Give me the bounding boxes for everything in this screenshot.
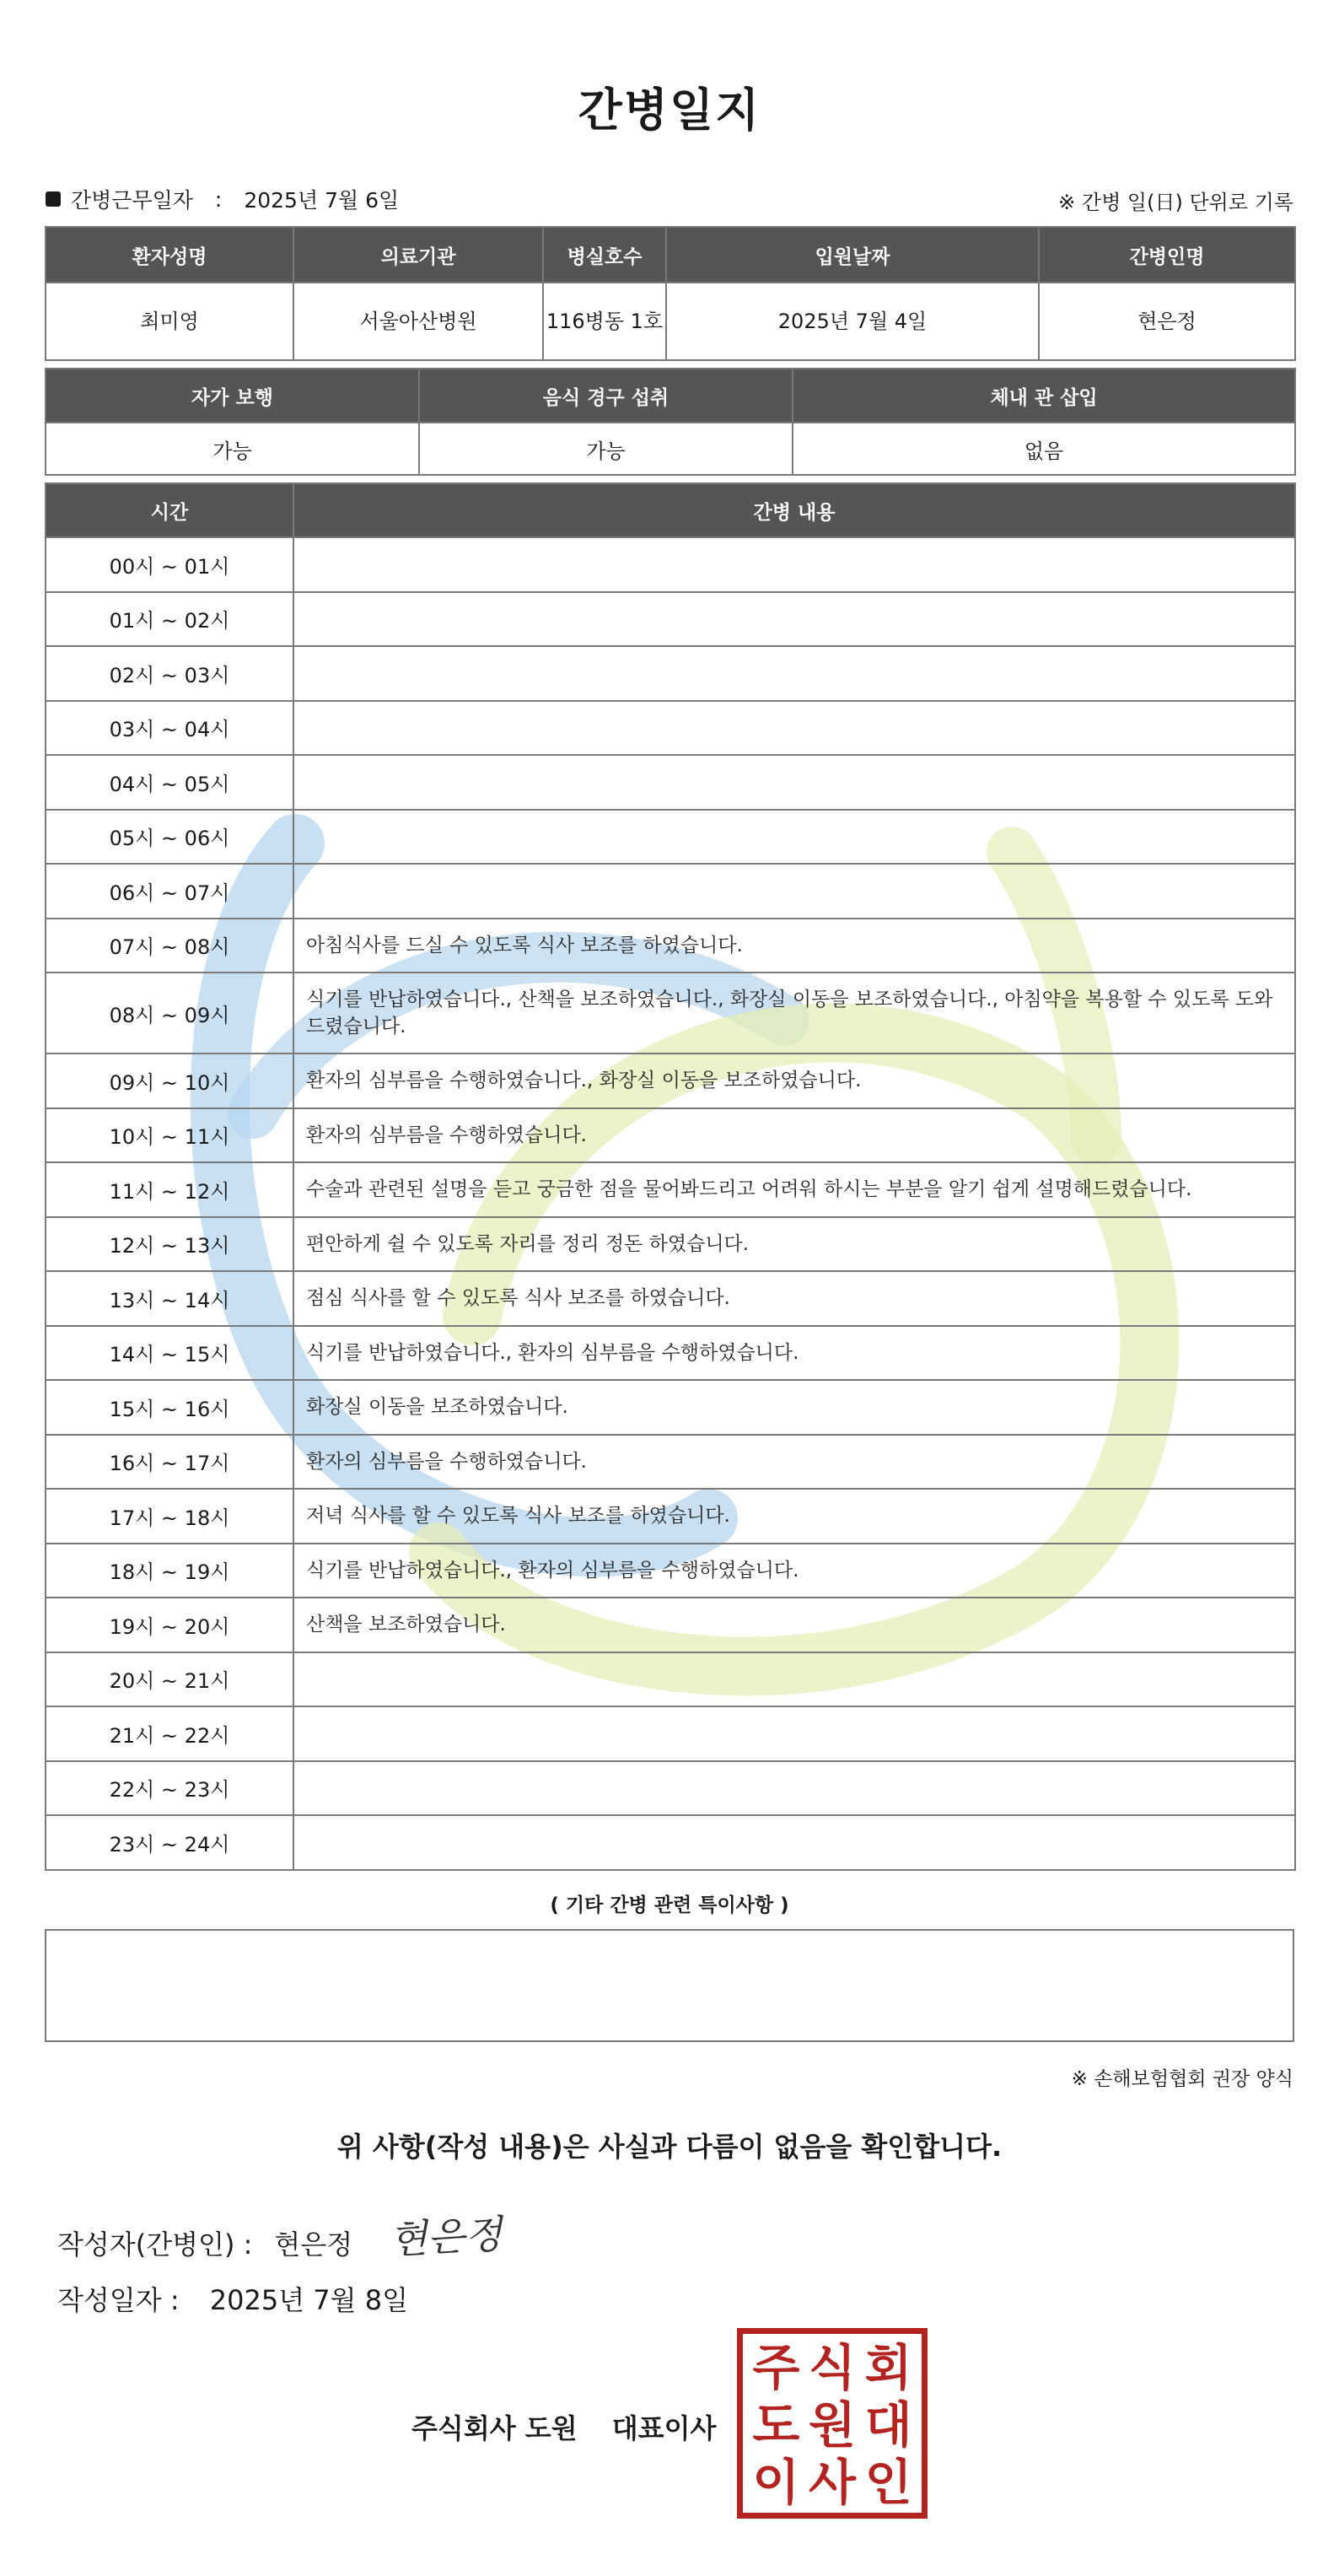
table-row — [46, 283, 1295, 360]
time-cell: 00시 ~ 01시 — [46, 537, 293, 592]
written-date-line — [57, 2279, 408, 2318]
work-date-line: 간병근무일자 : 2025년 7월 6일 — [46, 184, 399, 214]
time-cell: 23시 ~ 24시 — [46, 1815, 293, 1870]
patient-ability-table — [45, 368, 1296, 476]
written-date-value: 2025년 7월 8일 — [209, 2284, 409, 2316]
care-note-cell — [293, 1815, 1295, 1870]
representative-title: 대표이사 — [611, 2412, 717, 2444]
written-date-label: 작성일자 : — [57, 2284, 180, 2316]
table-row — [46, 537, 1295, 592]
seal-char: 회 — [864, 2339, 912, 2396]
author-label: 작성자(간병인) : — [57, 2228, 253, 2261]
time-cell: 21시 ~ 22시 — [46, 1706, 293, 1761]
care-note-cell — [293, 755, 1295, 810]
table-row — [46, 1435, 1295, 1490]
table-header-row — [46, 369, 1295, 423]
header-caregiver-name: 간병인명 — [1039, 227, 1295, 283]
record-unit-note: ※ 간병 일(日) 단위로 기록 — [1058, 191, 1293, 214]
header-tube-insertion: 체내 관 삽입 — [793, 369, 1295, 423]
author-name: 현은정 — [274, 2228, 353, 2261]
company-seal-stamp — [737, 2328, 928, 2519]
table-row — [46, 701, 1295, 756]
care-note-cell: 식기를 반납하였습니다., 환자의 심부름을 수행하였습니다. — [293, 1544, 1295, 1598]
care-note-cell: 환자의 심부름을 수행하였습니다. — [293, 1108, 1295, 1163]
table-row — [46, 1761, 1295, 1816]
table-row — [46, 864, 1295, 919]
care-note-cell — [293, 810, 1295, 865]
table-row — [46, 1652, 1295, 1707]
seal-char: 대 — [864, 2396, 912, 2454]
table-header-row — [46, 483, 1295, 537]
room-number: 116병동 1호 — [543, 283, 666, 360]
care-note-cell — [293, 646, 1295, 701]
time-cell: 20시 ~ 21시 — [46, 1652, 293, 1707]
seal-char: 원 — [808, 2396, 856, 2454]
table-row — [46, 1380, 1295, 1435]
time-cell: 04시 ~ 05시 — [46, 755, 293, 810]
seal-char: 식 — [808, 2339, 856, 2396]
care-note-cell — [293, 1706, 1295, 1761]
care-note-cell: 점심 식사를 할 수 있도록 식사 보조를 하였습니다. — [293, 1271, 1295, 1326]
confirmation-statement: 위 사항(작성 내용)은 사실과 다름이 없음을 확인합니다. — [336, 2131, 1003, 2163]
care-note-cell — [293, 1652, 1295, 1707]
time-cell: 01시 ~ 02시 — [46, 592, 293, 647]
header-room: 병실호수 — [543, 227, 666, 283]
table-row — [46, 755, 1295, 810]
time-cell: 10시 ~ 11시 — [46, 1108, 293, 1163]
table-row — [46, 423, 1295, 475]
care-note-cell: 환자의 심부름을 수행하였습니다., 화장실 이동을 보조하였습니다. — [293, 1054, 1295, 1108]
seal-char: 이 — [752, 2454, 800, 2511]
time-cell: 11시 ~ 12시 — [46, 1162, 293, 1217]
care-note-cell — [293, 701, 1295, 756]
handwritten-signature: 현은정 — [388, 2211, 503, 2263]
care-note-cell: 산책을 보조하였습니다. — [293, 1598, 1295, 1652]
care-note-cell: 수술과 관련된 설명을 듣고 궁금한 점을 물어봐드리고 어려워 하시는 부분을 알기 쉽게 설명해드렸습니다. — [293, 1162, 1295, 1217]
time-cell: 08시 ~ 09시 — [46, 973, 293, 1054]
document-title: 간병일지 — [578, 84, 761, 137]
care-note-cell: 식기를 반납하였습니다., 산책을 보조하였습니다., 화장실 이동을 보조하였습니다., 아침약을 복용할 수 있도록 도와드렸습니다. — [293, 973, 1295, 1054]
seal-char: 사 — [808, 2454, 856, 2511]
table-row — [46, 1217, 1295, 1272]
time-cell: 12시 ~ 13시 — [46, 1217, 293, 1272]
care-schedule-table — [45, 482, 1296, 1871]
square-bullet-icon — [46, 191, 61, 207]
header-self-walking: 자가 보행 — [46, 369, 419, 423]
work-date-value: 2025년 7월 6일 — [244, 188, 400, 213]
seal-char: 도 — [752, 2396, 800, 2454]
time-cell: 02시 ~ 03시 — [46, 646, 293, 701]
tube-insertion-value: 없음 — [793, 423, 1295, 475]
table-row — [46, 810, 1295, 865]
patient-name: 최미영 — [46, 283, 293, 360]
time-cell: 22시 ~ 23시 — [46, 1761, 293, 1816]
table-row — [46, 1108, 1295, 1163]
care-note-cell: 화장실 이동을 보조하였습니다. — [293, 1380, 1295, 1435]
care-note-cell — [293, 537, 1295, 592]
time-cell: 19시 ~ 20시 — [46, 1598, 293, 1652]
table-row — [46, 1544, 1295, 1598]
time-cell: 18시 ~ 19시 — [46, 1544, 293, 1598]
care-note-cell: 편안하게 쉴 수 있도록 자리를 정리 정돈 하였습니다. — [293, 1217, 1295, 1272]
admission-date: 2025년 7월 4일 — [666, 283, 1039, 360]
table-row — [46, 973, 1295, 1054]
header-admission-date: 입원날짜 — [666, 227, 1039, 283]
oral-intake-value: 가능 — [419, 423, 793, 475]
time-cell: 03시 ~ 04시 — [46, 701, 293, 756]
header-time: 시간 — [46, 483, 293, 537]
header-hospital: 의료기관 — [293, 227, 543, 283]
time-cell: 14시 ~ 15시 — [46, 1326, 293, 1381]
time-cell: 07시 ~ 08시 — [46, 919, 293, 973]
header-oral-intake: 음식 경구 섭취 — [419, 369, 793, 423]
special-notes-title: ( 기타 간병 관련 특이사항 ) — [550, 1894, 789, 1916]
table-row — [46, 1598, 1295, 1652]
seal-char: 주 — [752, 2339, 800, 2396]
table-row — [46, 1054, 1295, 1108]
company-line — [411, 2407, 716, 2446]
table-row — [46, 646, 1295, 701]
table-header-row — [46, 227, 1295, 283]
patient-info-table — [45, 226, 1296, 361]
table-row — [46, 1706, 1295, 1761]
care-note-cell — [293, 864, 1295, 919]
author-line — [57, 2211, 503, 2271]
table-row — [46, 919, 1295, 973]
time-cell: 16시 ~ 17시 — [46, 1435, 293, 1490]
time-cell: 13시 ~ 14시 — [46, 1271, 293, 1326]
seal-char: 인 — [864, 2454, 912, 2511]
care-note-cell: 환자의 심부름을 수행하였습니다. — [293, 1435, 1295, 1490]
time-cell: 05시 ~ 06시 — [46, 810, 293, 865]
header-care-content: 간병 내용 — [293, 483, 1295, 537]
caregiver-name: 현은정 — [1039, 283, 1295, 360]
table-row — [46, 1162, 1295, 1217]
table-row — [46, 1271, 1295, 1326]
special-notes-box — [45, 1929, 1294, 2042]
table-row — [46, 1489, 1295, 1544]
time-cell: 17시 ~ 18시 — [46, 1489, 293, 1544]
care-note-cell — [293, 592, 1295, 647]
time-cell: 15시 ~ 16시 — [46, 1380, 293, 1435]
header-patient-name: 환자성명 — [46, 227, 293, 283]
time-cell: 06시 ~ 07시 — [46, 864, 293, 919]
table-row — [46, 1815, 1295, 1870]
care-note-cell: 식기를 반납하였습니다., 환자의 심부름을 수행하였습니다. — [293, 1326, 1295, 1381]
care-note-cell: 아침식사를 드실 수 있도록 식사 보조를 하였습니다. — [293, 919, 1295, 973]
self-walking-value: 가능 — [46, 423, 419, 475]
table-row — [46, 592, 1295, 647]
work-date-label: 간병근무일자 — [71, 188, 193, 213]
form-source-note: ※ 손해보험협회 권장 양식 — [1071, 2068, 1293, 2090]
company-name: 주식회사 도원 — [411, 2412, 578, 2444]
table-row — [46, 1326, 1295, 1381]
care-note-cell — [293, 1761, 1295, 1816]
care-note-cell: 저녁 식사를 할 수 있도록 식사 보조를 하였습니다. — [293, 1489, 1295, 1544]
time-cell: 09시 ~ 10시 — [46, 1054, 293, 1108]
hospital-name: 서울아산병원 — [293, 283, 543, 360]
